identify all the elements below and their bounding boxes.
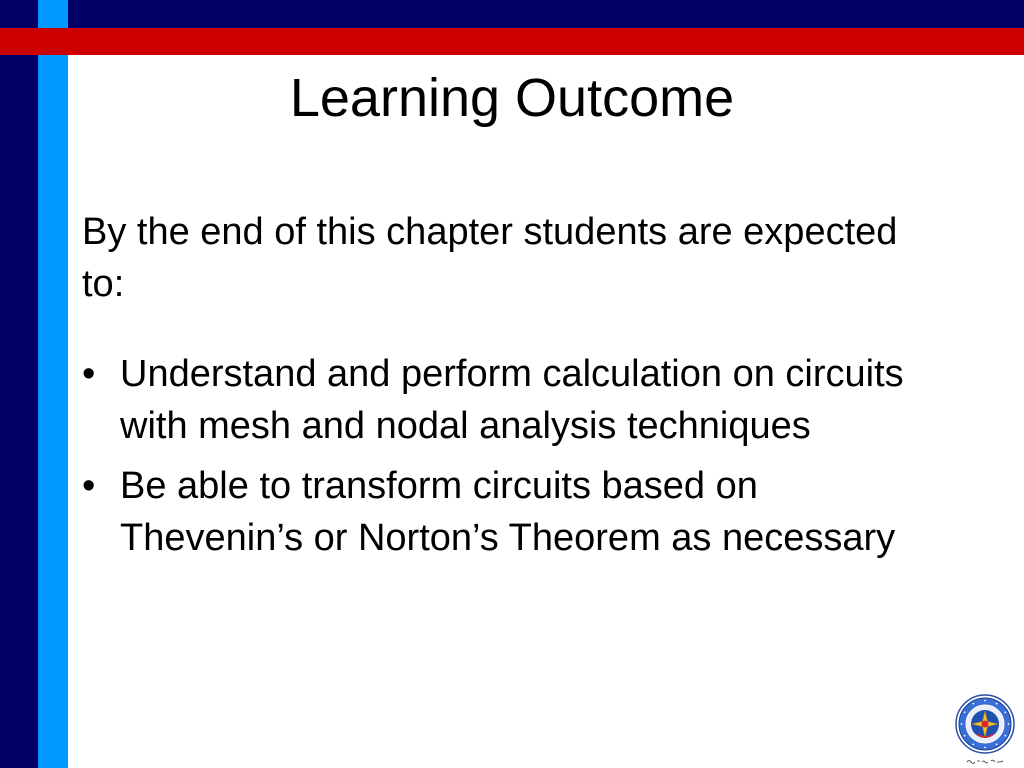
logo-caption-script <box>955 756 1015 766</box>
top-red-band <box>0 28 1024 55</box>
left-navy-bar <box>0 0 38 768</box>
bullet-text: Understand and perform calculation on circuits with mesh and nodal analysis techniques <box>120 353 904 447</box>
bullet-icon: • <box>82 353 96 395</box>
university-seal-icon <box>955 694 1015 754</box>
bullet-item <box>82 348 942 452</box>
bullet-text: Be able to transform circuits based on Thevenin’s or Norton’s Theorem as necessary <box>120 465 896 559</box>
bullet-icon: • <box>82 465 96 507</box>
slide-title: Learning Outcome <box>289 68 735 128</box>
bullet-item <box>82 460 942 564</box>
intro-text: By the end of this chapter students are expected to: <box>82 211 898 305</box>
bullet-list <box>82 348 942 572</box>
left-blue-bar <box>38 0 68 768</box>
top-navy-band <box>68 0 1024 28</box>
